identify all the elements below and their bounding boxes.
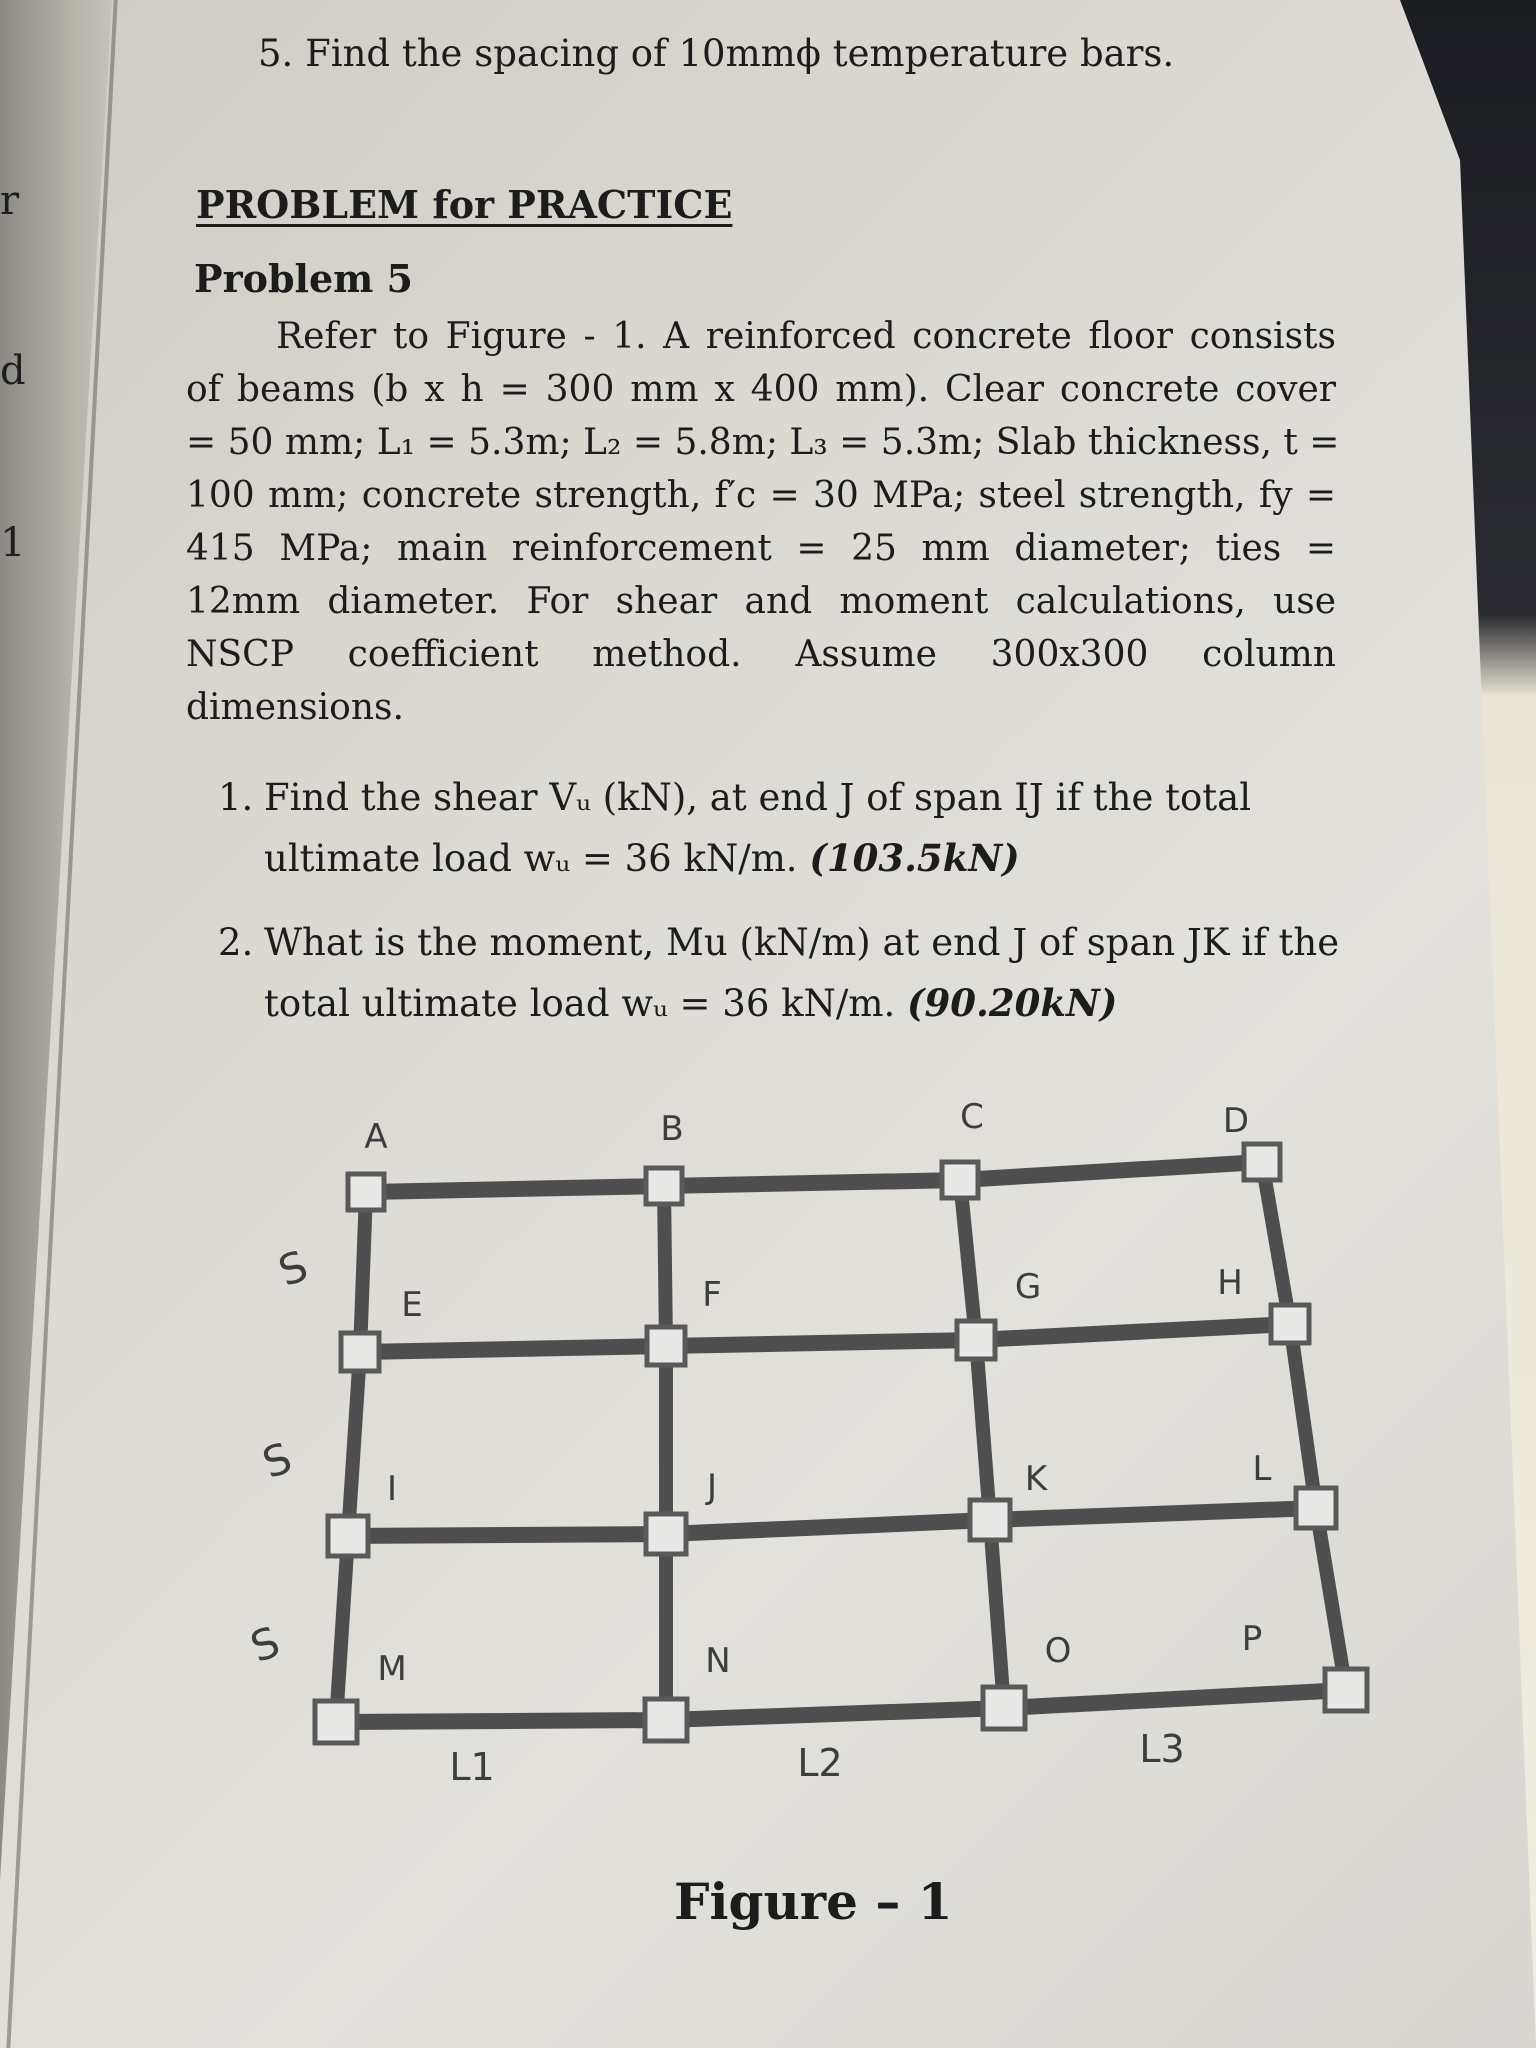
beam <box>348 1352 360 1536</box>
span-label: L1 <box>449 1745 495 1789</box>
adjacent-page-fragment: 1 <box>0 520 26 566</box>
column-square <box>328 1516 368 1556</box>
column-square <box>341 1333 379 1371</box>
column-square <box>646 1514 686 1554</box>
adjacent-page-fragment: d <box>0 348 26 394</box>
grid-label-h: H <box>1217 1263 1243 1303</box>
column-square <box>983 1687 1025 1729</box>
figure-caption: Figure – 1 <box>674 1872 953 1931</box>
grid-label-d: D <box>1222 1101 1250 1141</box>
column-square <box>647 1327 685 1365</box>
spacing-label: S <box>256 1432 298 1488</box>
label-group <box>244 1097 1271 1789</box>
spacing-label: S <box>272 1240 314 1296</box>
column-square <box>1244 1144 1280 1180</box>
adjacent-page-fragment: r <box>0 178 20 224</box>
column-square <box>646 1168 682 1204</box>
spacing-label: S <box>244 1616 286 1672</box>
grid-label-k: K <box>1024 1459 1048 1499</box>
problem-title: Problem 5 <box>194 256 414 301</box>
question-number: 1. <box>218 776 254 819</box>
beam <box>976 1324 1290 1340</box>
question-answer: (90.20kN) <box>907 981 1118 1025</box>
column-square <box>645 1699 687 1741</box>
beam <box>360 1192 366 1352</box>
beam <box>1290 1324 1316 1508</box>
beam <box>1316 1508 1346 1690</box>
column-square <box>1325 1669 1367 1711</box>
beam <box>960 1180 976 1340</box>
beam <box>1004 1690 1346 1708</box>
column-square <box>970 1500 1010 1540</box>
statement-line: Refer to Figure - 1. A reinforced concrete floor consists <box>276 316 1336 357</box>
beam <box>990 1520 1004 1708</box>
beam <box>366 1186 664 1192</box>
column-square <box>348 1174 384 1210</box>
grid-label-l: L <box>1252 1449 1272 1489</box>
beam <box>336 1536 348 1722</box>
grid-label-n: N <box>705 1641 731 1681</box>
column-square <box>315 1701 357 1743</box>
grid-label-b: B <box>660 1109 684 1149</box>
column-square <box>1271 1305 1309 1343</box>
column-square <box>957 1321 995 1359</box>
statement-line: of beams (b x h = 300 mm x 400 mm). Clear concrete cover <box>186 369 1336 410</box>
statement-line: 100 mm; concrete strength, f′c = 30 MPa; steel strength, fy = <box>186 475 1336 516</box>
grid-label-a: A <box>364 1117 388 1157</box>
grid-label-i: I <box>386 1469 398 1509</box>
grid-label-p: P <box>1241 1619 1263 1659</box>
beam <box>960 1162 1262 1180</box>
question-number: 2. <box>218 921 254 964</box>
statement-line: 415 MPa; main reinforcement = 25 mm diameter; ties = <box>186 528 1336 569</box>
beam <box>664 1186 666 1346</box>
beam <box>336 1720 666 1722</box>
statement-line: dimensions. <box>186 687 404 728</box>
column-square <box>942 1162 978 1198</box>
column-group <box>315 1144 1367 1743</box>
beam <box>666 1340 976 1346</box>
statement-line: NSCP coefficient method. Assume 300x300 column <box>186 634 1336 675</box>
grid-label-c: C <box>960 1097 984 1137</box>
grid-label-j: J <box>706 1467 718 1507</box>
span-label: L2 <box>797 1741 843 1785</box>
grid-label-m: M <box>377 1649 407 1689</box>
grid-label-o: O <box>1044 1631 1072 1671</box>
grid-label-g: G <box>1014 1267 1042 1307</box>
beam <box>990 1508 1316 1520</box>
grid-label-e: E <box>401 1285 423 1325</box>
grid-label-f: F <box>702 1275 722 1315</box>
beam <box>666 1520 990 1534</box>
question-text: What is the moment, Mu (kN/m) at end J of span JK if the total ultimate load wᵤ = 36 kN/m. <box>264 921 1340 1025</box>
beam-group <box>336 1162 1346 1722</box>
beam <box>360 1346 666 1352</box>
beam <box>348 1534 666 1536</box>
beam <box>976 1340 990 1520</box>
statement-line: = 50 mm; L₁ = 5.3m; L₂ = 5.8m; L₃ = 5.3m; Slab thickness, t = <box>186 422 1340 463</box>
question-text: Find the shear Vᵤ (kN), at end J of span IJ if the total ultimate load wᵤ = 36 kN/m. <box>264 776 1252 880</box>
column-square <box>1296 1488 1336 1528</box>
beam <box>1262 1162 1290 1324</box>
question-answer: (103.5kN) <box>809 836 1020 880</box>
previous-question: 5. Find the spacing of 10mmϕ temperature bars. <box>258 32 1175 75</box>
statement-line: 12mm diameter. For shear and moment calculations, use <box>186 581 1336 622</box>
span-label: L3 <box>1139 1727 1185 1771</box>
beam <box>664 1180 960 1186</box>
section-title: PROBLEM for PRACTICE <box>196 182 733 227</box>
beam <box>666 1708 1004 1720</box>
